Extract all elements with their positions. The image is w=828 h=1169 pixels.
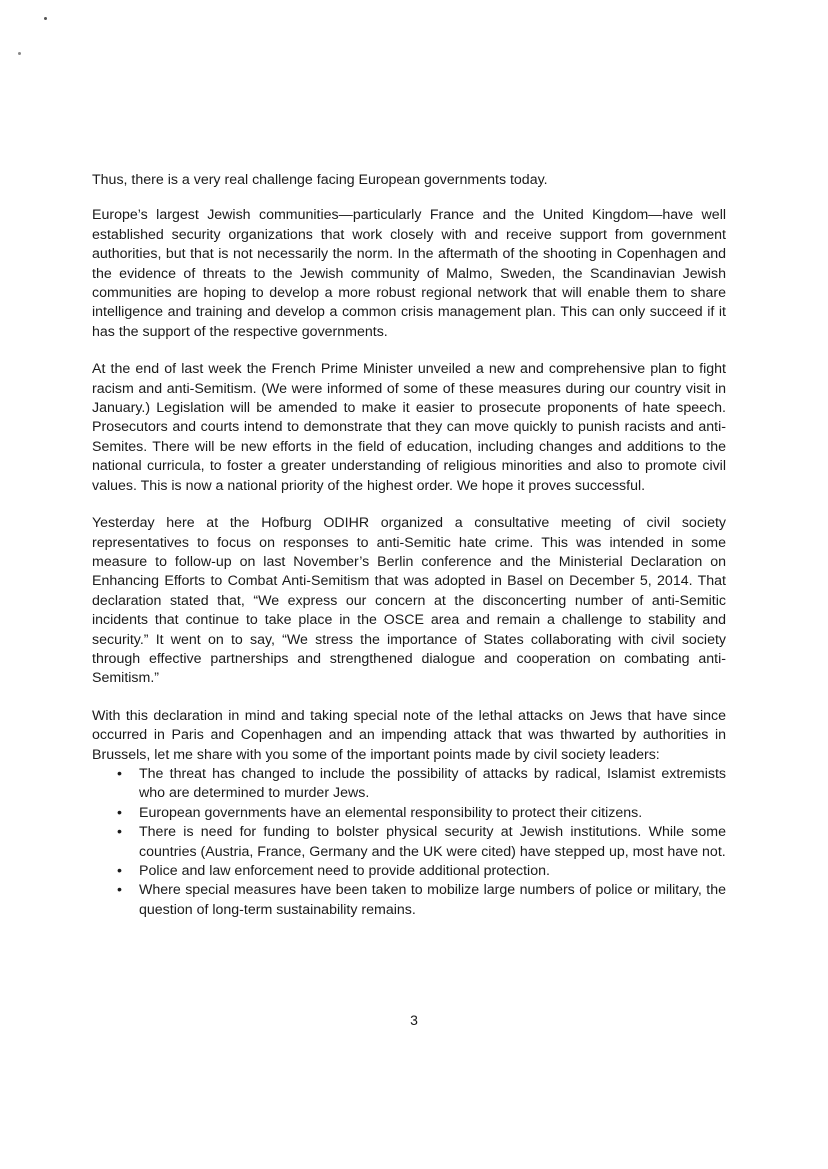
- list-item: • European governments have an elemental responsibility to protect their citizens.: [139, 804, 726, 823]
- paragraph: Yesterday here at the Hofburg ODIHR organized a consultative meeting of civil society representatives to focus on responses to anti-Semitic hate crime. This was intended in some measure to follow-up on last November’s Berlin conference and the Ministerial Declaration on Enhancing Efforts to Combat Anti-Semitism that was adopted in Basel on December 5, 2014. That declaration stated that, “We express our concern at the disconcerting number of anti-Semitic incidents that continue to take place in the OSCE area and remain a challenge to stability and security.” It went on to say, “We stress the importance of States collaborating with civil society through effective partnerships and strengthened dialogue and cooperation on combating anti-Semitism.”: [92, 515, 726, 687]
- list-item: • There is need for funding to bolster physical security at Jewish institutions. While some countries (Austria, France, Germany and the UK were cited) have stepped up, most have not.: [139, 823, 726, 862]
- paragraph: At the end of last week the French Prime Minister unveiled a new and comprehensive plan to fight racism and anti-Semitism. (We were informed of some of these measures during our country visit in January.) Legislation will be amended to make it easier to prosecute proponents of hate speech. Prosecutors and courts intend to demonstrate that they can move quickly to punish racists and anti-Semites. There will be new efforts in the field of education, including changes and additions to the national curricula, to foster a greater understanding of religious minorities and also to promote civil values. This is now a national priority of the highest order. We hope it proves successful.: [92, 361, 726, 494]
- page-number: 3: [410, 1012, 418, 1028]
- bullet-list: [92, 765, 726, 920]
- list-item: • The threat has changed to include the possibility of attacks by radical, Islamist extremists who are determined to murder Jews.: [139, 765, 726, 804]
- paragraph: Thus, there is a very real challenge facing European governments today.: [92, 172, 548, 188]
- list-item: • Police and law enforcement need to provide additional protection.: [139, 862, 726, 881]
- document-body: [92, 171, 726, 920]
- paragraph: Europe’s largest Jewish communities—particularly France and the United Kingdom—have well established security organizations that work closely with and receive support from government authorities, but that is not necessarily the norm. In the aftermath of the shooting in Copenhagen and the evidence of threats to the Jewish community of Malmo, Sweden, the Scandinavian Jewish communities are hoping to develop a more robust regional network that will enable them to share intelligence and training and develop a common crisis management plan. This can only succeed if it has the support of the respective governments.: [92, 207, 726, 340]
- scan-speck: [44, 17, 47, 20]
- paragraph: With this declaration in mind and taking special note of the lethal attacks on Jews that have since occurred in Paris and Copenhagen and an impending attack that was thwarted by authorities in Brussels, let me share with you some of the important points made by civil society leaders:: [92, 707, 726, 763]
- scan-speck: [18, 52, 21, 55]
- list-item: • Where special measures have been taken to mobilize large numbers of police or military, the question of long-term sustainability remains.: [139, 881, 726, 920]
